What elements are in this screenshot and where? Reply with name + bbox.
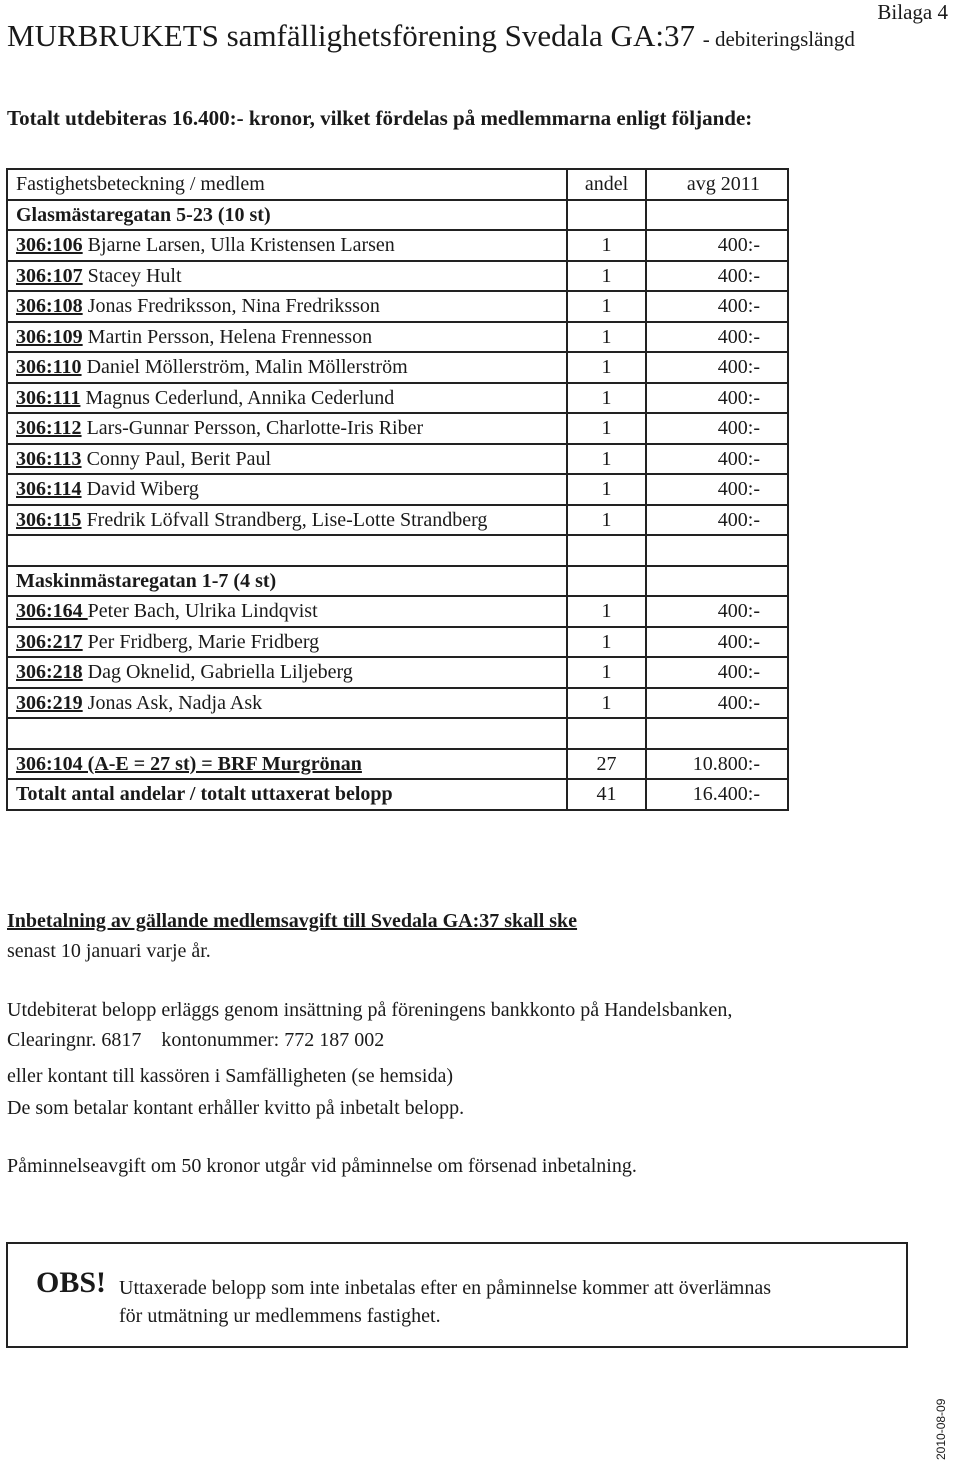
property-id: 306:111 [16,386,81,409]
share-cell: 1 [567,413,646,444]
share-cell: 1 [567,352,646,383]
property-id: 306:107 [16,264,83,287]
member-cell [7,657,567,688]
member-name: Per Fridberg, Marie Fridberg [87,630,320,653]
share-cell: 1 [567,261,646,292]
member-name: Jonas Fredriksson, Nina Fredriksson [87,295,380,318]
table-row [7,505,788,536]
share-cell: 1 [567,444,646,475]
appendix-label: Bilaga 4 [877,0,948,24]
share-cell: 1 [567,596,646,627]
document-date: 2010-08-09 [934,1398,948,1460]
member-name: Lars-Gunnar Persson, Charlotte-Iris Riber [86,417,424,440]
intro-text: Totalt utdebiteras 16.400:- kronor, vilket fördelas på medlemmarna enligt följande: [7,106,753,130]
fee-cell: 400:- [646,230,788,261]
empty-cell [646,566,788,597]
fee-cell: 400:- [646,474,788,505]
property-id: 306:109 [16,325,83,348]
share-cell: 1 [567,627,646,658]
members-table-body [7,169,788,810]
table-row [7,688,788,719]
member-name: Magnus Cederlund, Annika Cederlund [85,386,395,409]
table-row [7,230,788,261]
brf-fee: 10.800:- [646,749,788,780]
header-share: andel [567,169,646,200]
table-row [7,596,788,627]
payment-line-cash: eller kontant till kassören i Samfälligheten (se hemsida) [7,1065,453,1087]
share-cell: 1 [567,230,646,261]
share-cell: 1 [567,657,646,688]
property-id: 306:115 [16,508,82,531]
property-id: 306:110 [16,356,82,379]
table-row [7,657,788,688]
fee-cell: 400:- [646,413,788,444]
empty-cell [646,200,788,231]
obs-text [119,1274,771,1330]
share-cell: 1 [567,322,646,353]
property-id: 306:219 [16,691,83,714]
fee-cell: 400:- [646,444,788,475]
empty-cell [567,535,646,566]
table-header-row [7,169,788,200]
brf-share: 27 [567,749,646,780]
member-cell [7,383,567,414]
fee-cell: 400:- [646,322,788,353]
fee-cell: 400:- [646,596,788,627]
payment-deadline: senast 10 januari varje år. [7,940,211,962]
brf-row [7,749,788,780]
header-property: Fastighetsbeteckning / medlem [7,169,567,200]
member-name: Daniel Möllerström, Malin Möllerström [86,356,408,379]
total-row [7,779,788,810]
member-cell [7,352,567,383]
title-main: MURBRUKETS samfällighetsförening Svedala GA:37 [7,18,695,53]
member-cell [7,627,567,658]
total-fee: 16.400:- [646,779,788,810]
share-cell: 1 [567,383,646,414]
brf-label: 306:104 (A-E = 27 st) = BRF Murgrönan [7,749,567,780]
fee-cell: 400:- [646,383,788,414]
empty-cell [646,718,788,749]
total-label: Totalt antal andelar / totalt uttaxerat belopp [7,779,567,810]
property-id: 306:106 [16,234,83,257]
reminder-fee-text: Påminnelseavgift om 50 kronor utgår vid påminnelse om försenad inbetalning. [7,1155,637,1177]
table-row [7,444,788,475]
member-cell [7,474,567,505]
total-share: 41 [567,779,646,810]
member-name: David Wiberg [86,478,199,501]
fee-cell: 400:- [646,505,788,536]
table-row [7,413,788,444]
member-cell [7,230,567,261]
fee-cell: 400:- [646,688,788,719]
property-id: 306:108 [16,295,83,318]
table-row [7,261,788,292]
obs-line-1: Uttaxerade belopp som inte inbetalas efter en påminnelse kommer att överlämnas [119,1277,771,1299]
payment-line-receipt: De som betalar kontant erhåller kvitto på inbetalt belopp. [7,1097,465,1119]
member-name: Stacey Hult [87,264,182,287]
member-name: Bjarne Larsen, Ulla Kristensen Larsen [87,234,395,257]
table-row [7,291,788,322]
document-title [7,18,855,54]
empty-row [7,718,788,749]
empty-cell [646,535,788,566]
fee-cell: 400:- [646,352,788,383]
fee-cell: 400:- [646,291,788,322]
header-fee: avg 2011 [646,169,788,200]
member-cell [7,688,567,719]
group-title-row [7,200,788,231]
obs-label: OBS! [36,1266,107,1299]
member-cell [7,444,567,475]
share-cell: 1 [567,505,646,536]
table-row [7,322,788,353]
empty-cell [567,718,646,749]
empty-cell [7,535,567,566]
obs-line-2: för utmätning ur medlemmens fastighet. [119,1305,441,1327]
empty-cell [567,566,646,597]
empty-cell [567,200,646,231]
obs-notice-box [6,1242,908,1348]
member-name: Fredrik Löfvall Strandberg, Lise-Lotte Strandberg [86,508,488,531]
share-cell: 1 [567,291,646,322]
member-cell [7,291,567,322]
fee-cell: 400:- [646,657,788,688]
property-id: 306:164 [16,600,88,623]
member-name: Martin Persson, Helena Frennesson [87,325,373,348]
member-name: Jonas Ask, Nadja Ask [87,691,263,714]
member-cell [7,505,567,536]
table-row [7,627,788,658]
member-cell [7,322,567,353]
group-title: Glasmästaregatan 5-23 (10 st) [7,200,567,231]
group-title: Maskinmästaregatan 1-7 (4 st) [7,566,567,597]
property-id: 306:113 [16,447,82,470]
member-cell [7,596,567,627]
empty-row [7,535,788,566]
empty-cell [7,718,567,749]
title-subtitle: - debiteringslängd [702,27,855,51]
members-table [6,168,789,811]
fee-cell: 400:- [646,627,788,658]
group-title-row [7,566,788,597]
property-id: 306:218 [16,661,83,684]
property-id: 306:217 [16,630,83,653]
member-name: Peter Bach, Ulrika Lindqvist [87,600,318,623]
payment-heading: Inbetalning av gällande medlemsavgift till Svedala GA:37 skall ske [7,910,578,932]
property-id: 306:112 [16,417,82,440]
member-cell [7,413,567,444]
table-row [7,474,788,505]
table-row [7,352,788,383]
share-cell: 1 [567,688,646,719]
payment-line-bank: Utdebiterat belopp erläggs genom insättning på föreningens bankkonto på Handelsbanken, [7,999,733,1021]
member-name: Conny Paul, Berit Paul [86,447,272,470]
share-cell: 1 [567,474,646,505]
member-cell [7,261,567,292]
member-name: Dag Oknelid, Gabriella Liljeberg [87,661,353,684]
payment-line-account: Clearingnr. 6817 kontonummer: 772 187 002 [7,1029,385,1051]
property-id: 306:114 [16,478,82,501]
fee-cell: 400:- [646,261,788,292]
table-row [7,383,788,414]
